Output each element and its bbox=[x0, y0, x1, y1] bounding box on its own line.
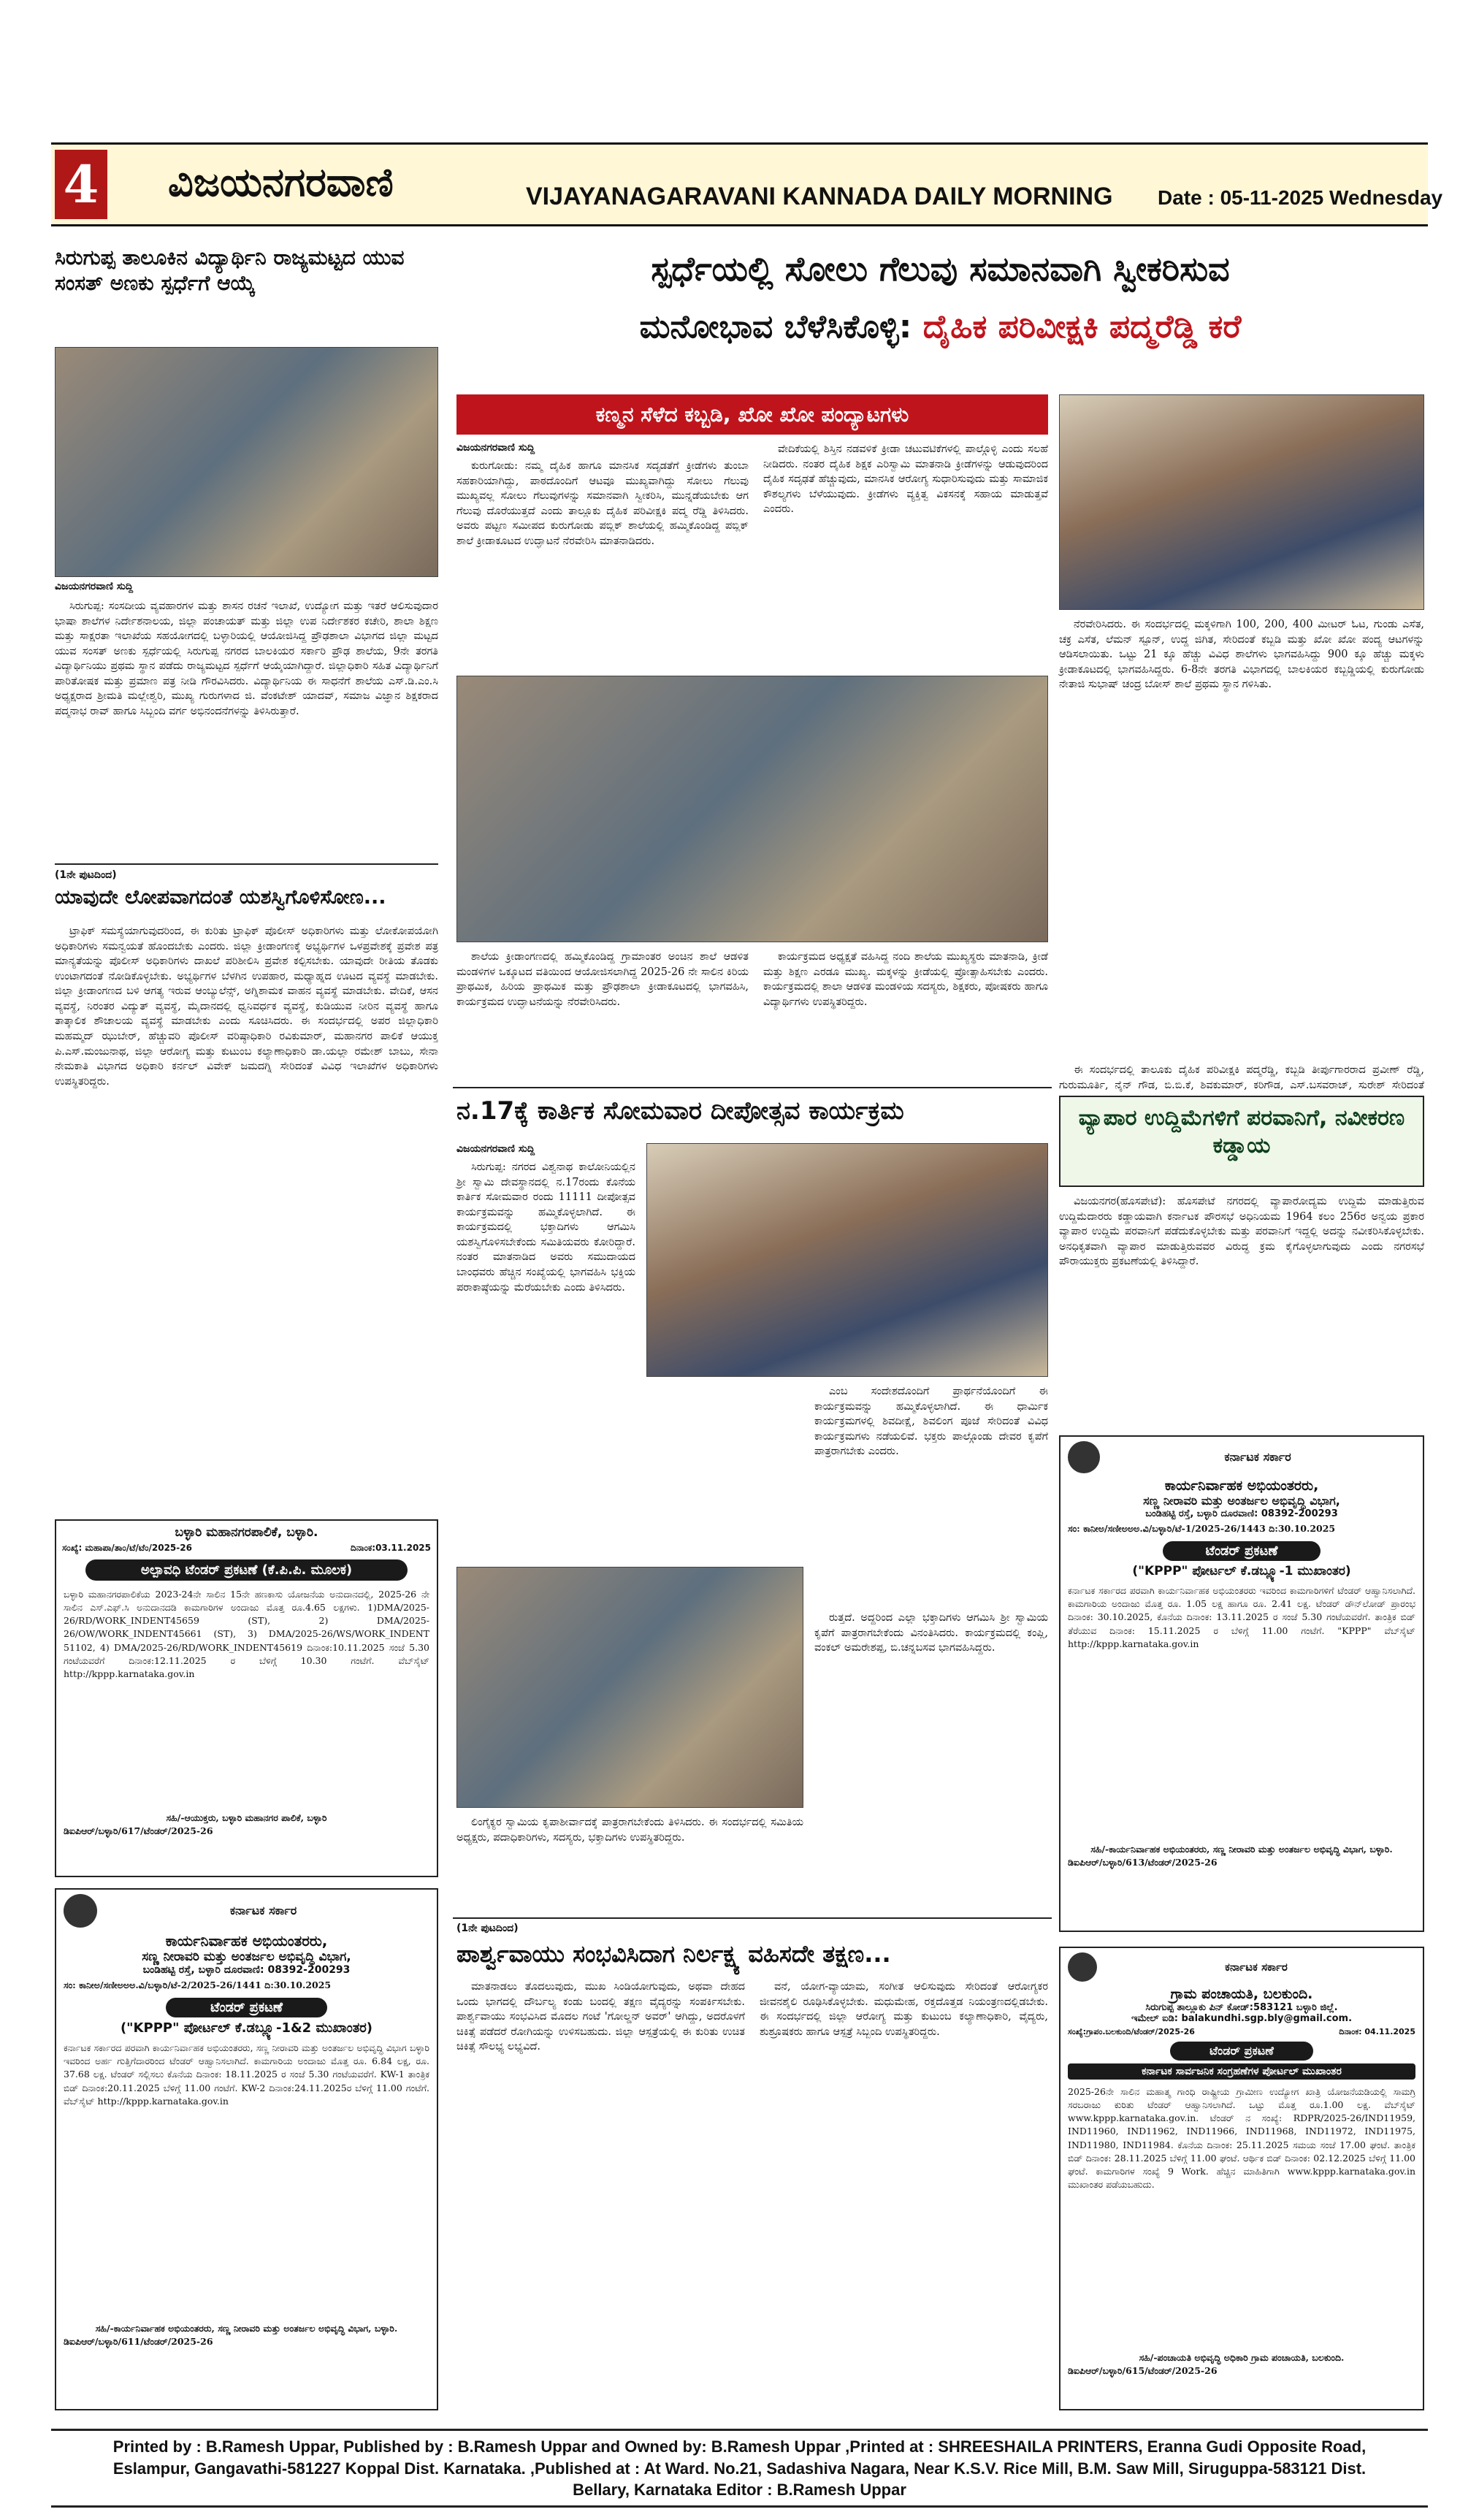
trade-body bbox=[1059, 1194, 1424, 1428]
karthika-credit: ವಿಜಯನಗರವಾಣಿ ಸುದ್ದಿ bbox=[456, 1143, 535, 1155]
notice-bellary-ref: ಸಂಖ್ಯೆ: ಮಹಾಪಾ/ತಾಂ/ಟೆ/ಟೆಂ/2025-26 bbox=[62, 1543, 192, 1553]
notice-gp-dipr: ಡಿಐಪಿಆರ್/ಬಳ್ಳಾರಿ/615/ಟೆಂಡರ್/2025-26 bbox=[1068, 2365, 1218, 2377]
main-col1-text: ಕುರುಗೋಡು: ನಮ್ಮ ದೈಹಿಕ ಹಾಗೂ ಮಾನಸಿಕ ಸದೃಡತೆಗೆ ಕ್ರೀಡೆಗಳು ತುಂಬಾ ಸಹಕಾರಿಯಾಗಿದ್ದು, ಪಾಠದೊಂದಿಗೆ ಆಟವೂ ಮುಖ್ಯವಾಗಿದ್ದು ಸೋಲು ಗೆಲುವು ಮುಖ್ಯವಲ್ಲ ಸೋಲು ಗೆಲುವುಗಳನ್ನು ಸಮಾನವಾಗಿ ಸ್ವೀಕರಿಸಿ, ಮುನ್ನಡೆಯಬೇಕು ಆಗ ಗೆಲುವು ದೊರೆಯುತ್ತದೆ ಎಂದು ತಾಲ್ಲೂಕು ದೈಹಿಕ ಪರಿವೀಕ್ಷಕಿ ಪದ್ಮ ರೆಡ್ಡಿ ತಿಳಿಸಿದರು. ಅವರು ಪಟ್ಟಣ ಸಮೀಪದ ಕುರುಗೋಡು ಪಬ್ಲಿಕ್ ಶಾಲೆಯಲ್ಲಿ ಹಮ್ಮಿಕೊಂಡಿದ್ದ ಪಬ್ಲಿಕ್ ಶಾಲೆ ಕ್ರೀಡಾಕೂಟದ ಉದ್ಘಾಟನೆ ನೆರವೇರಿಸಿ ಮಾತನಾಡಿದರು. bbox=[456, 460, 749, 547]
notice-exec-2-dipr: ಡಿಐಪಿಆರ್/ಬಳ್ಳಾರಿ/613/ಟೆಂಡರ್/2025-26 bbox=[1068, 1857, 1218, 1868]
notice-exec-1-sign: ಸಹಿ/-ಕಾರ್ಯನಿರ್ವಾಹಕ ಅಭಿಯಂತರರು, ಸಣ್ಣ ನೀರಾವರಿ ಮತ್ತು ಅಂತರ್ಜಲ ಅಭಿವೃದ್ಧಿ ವಿಭಾಗ, ಬಳ್ಳಾರಿ. bbox=[95, 2323, 398, 2334]
notice-gp-email: ಇಮೇಲ್ ಐಡಿ: balakundhi.sgp.bly@gmail.com. bbox=[1131, 2013, 1353, 2024]
parshvavayu-col2-text: ವನೆ, ಯೋಗ-ವ್ಯಾಯಾಮ, ಸಂಗೀತ ಆಲಿಸುವುದು ಸೇರಿದಂತೆ ಆರೋಗ್ಯಕರ ಜೀವನಶೈಲಿ ರೂಢಿಸಿಕೊಳ್ಳಬೇಕು. ಮಧುಮೇಹ, ರಕ್ತದೊತ್ತಡ ನಿಯಂತ್ರಣದಲ್ಲಿಡಬೇಕು. ಈ ಸಂದರ್ಭದಲ್ಲಿ ಜಿಲ್ಲಾ ಆರೋಗ್ಯ ಮತ್ತು ಕುಟುಂಬ ಕಲ್ಯಾಣಾಧಿಕಾರಿ, ವೈದ್ಯರು, ಶುಶ್ರೂಷಕರು ಹಾಗೂ ಆಸ್ಪತ್ರೆ ಸಿಬ್ಬಂದಿ ಉಪಸ್ಥಿತರಿದ್ದರು. bbox=[760, 1981, 1048, 2038]
main-col2 bbox=[763, 442, 1048, 672]
main-col-b3 bbox=[1059, 1063, 1424, 1092]
parshvavayu-col1 bbox=[456, 1979, 745, 2418]
notice-gp-ref: ಸಂಖ್ಯೆ:ಗ್ರಾಪಂ.ಬಲಕುಂದಿ/ಟೆಂಡರ್/2025-26 bbox=[1068, 2027, 1195, 2036]
karthika-photo-2 bbox=[456, 1567, 803, 1808]
notice-gp-state: ಕರ್ನಾಟಕ ಸರ್ಕಾರ bbox=[1225, 1960, 1288, 1974]
notice-exec-1-dept: ಸಣ್ಣ ನೀರಾವರಿ ಮತ್ತು ಅಂತರ್ಜಲ ಅಭಿವೃದ್ಧಿ ವಿಭಾಗ, bbox=[142, 1950, 351, 1964]
notice-exec-2-title: ಟೆಂಡರ್ ಪ್ರಕಟಣೆ bbox=[1163, 1541, 1321, 1561]
footer-line3: Bellary, Karnataka Editor : B.Ramesh Uppar bbox=[573, 2481, 906, 2500]
parshvavayu-kicker: (1ನೇ ಪುಟದಿಂದ) bbox=[456, 1923, 519, 1934]
road-story-kicker: (1ನೇ ಪುಟದಿಂದ) bbox=[55, 869, 117, 881]
parshvavayu-headline: ಪಾರ್ಶ್ವವಾಯು ಸಂಭವಿಸಿದಾಗ ನಿರ್ಲಕ್ಷ್ಯ ವಹಿಸದೇ ತಕ್ಷಣ... bbox=[456, 1940, 891, 1968]
notice-gp-date: ದಿನಾಂಕ: 04.11.2025 bbox=[1339, 2027, 1415, 2036]
road-story-headline: ಯಾವುದೇ ಲೋಪವಾಗದಂತೆ ಯಶಸ್ವಿಗೊಳಿಸೋಣ... bbox=[55, 886, 386, 909]
left-story-headline: ಸಿರುಗುಪ್ಪ ತಾಲೂಕಿನ ವಿದ್ಯಾರ್ಥಿನಿ ರಾಜ್ಯಮಟ್ಟದ ಯುವ ಸಂಸತ್ ಅಣಕು ಸ್ಪರ್ಧೆಗೆ ಆಯ್ಕೆ bbox=[55, 245, 405, 295]
main-photo-kabaddi bbox=[456, 676, 1048, 942]
emblem-icon bbox=[1068, 1952, 1097, 1982]
left-story-photo bbox=[55, 347, 438, 577]
footer-rule-bottom bbox=[51, 2505, 1428, 2508]
main-col-b2 bbox=[763, 950, 1048, 1081]
left-story-body bbox=[55, 599, 438, 858]
trade-headline-box bbox=[1059, 1096, 1424, 1187]
parshvavayu-col2 bbox=[760, 1979, 1048, 2418]
main-photo-group bbox=[1059, 394, 1424, 610]
main-headline-line2 bbox=[453, 307, 1428, 347]
notice-exec-2-body: ಕರ್ನಾಟಕ ಸರ್ಕಾರದ ಪರವಾಗಿ ಕಾರ್ಯನಿರ್ವಾಹಕ ಅಭಿಯಂತರರು ಇವರಿಂದ ಕಾಮಗಾರಿಗಳಿಗೆ ಟೆಂಡರ್ ಆಹ್ವಾನಿಸಲಾಗಿದೆ. ಕಾಮಗಾರಿಯ ಅಂದಾಜು ಮೊತ್ತ ರೂ. 1.05 ಲಕ್ಷ ಹಾಗೂ ರೂ. 2.41 ಲಕ್ಷ. ಟೆಂಡರ್ ಡೌನ್‌ಲೋಡ್ ಪ್ರಾರಂಭ ದಿನಾಂಕ: 30.10.2025, ಕೊನೆಯ ದಿನಾಂಕ: 13.11.2025 ರ ಸಂಜೆ 5.30 ಗಂಟೆಯವರೆಗೆ. ತಾಂತ್ರಿಕ ಬಿಡ್ ತೆರೆಯುವ ದಿನಾಂಕ: 15.11.2025 ರ ಬೆಳಿಗ್ಗೆ 11.00 ಗಂಟೆಗೆ. "KPPP" ವೆಬ್‌ಸೈಟ್ http://kppp.karnataka.gov.in bbox=[1068, 1585, 1415, 1649]
karthika-body2 bbox=[814, 1384, 1048, 1603]
notice-exec-2-sign: ಸಹಿ/-ಕಾರ್ಯನಿರ್ವಾಹಕ ಅಭಿಯಂತರರು, ಸಣ್ಣ ನೀರಾವರಿ ಮತ್ತು ಅಂತರ್ಜಲ ಅಭಿವೃದ್ಧಿ ವಿಭಾಗ, ಬಳ್ಳಾರಿ. bbox=[1090, 1844, 1393, 1855]
main-headline-line2-b: ದೈಹಿಕ ಪರಿವೀಕ್ಷಕಿ ಪದ್ಮರೆಡ್ಡಿ ಕರೆ bbox=[922, 308, 1242, 345]
notice-bellary bbox=[55, 1519, 438, 1877]
main-col-b3-text: ಈ ಸಂದರ್ಭದಲ್ಲಿ ತಾಲೂಕು ದೈಹಿಕ ಪರಿವೀಕ್ಷಕಿ ಪದ್ಮರೆಡ್ಡಿ, ಕಬ್ಬಡಿ ತೀರ್ಪುಗಾರರಾದ ಪ್ರವೀಣ್ ರೆಡ್ಡಿ, ಗುರುಮೂರ್ತಿ, ನೈನ್ ಗೌಡ, ಬಿ.ಬಿ.ಕೆ, ಶಿವಕುಮಾರ್, ಕರಿಗೌಡ, ಎಸ್.ಬಸವರಾಜ್, ಸುರೇಶ್ ಸೇರಿದಂತೆ bbox=[1059, 1064, 1424, 1091]
karthika-body2-text: ಎಂಬ ಸಂದೇಶದೊಂದಿಗೆ ಪ್ರಾರ್ಥನೆಯೊಂದಿಗೆ ಈ ಕಾರ್ಯಕ್ರಮವನ್ನು ಹಮ್ಮಿಕೊಳ್ಳಲಾಗಿದೆ. ಈ ಧಾರ್ಮಿಕ ಕಾರ್ಯಕ್ರಮಗಳಲ್ಲಿ ಶಿವದೀಕ್ಷೆ, ಶಿವಲಿಂಗ ಪೂಜೆ ಸೇರಿದಂತೆ ವಿವಿಧ ಕಾರ್ಯಕ್ರಮಗಳು ನಡೆಯಲಿವೆ. ಭಕ್ತರು ಪಾಲ್ಗೊಂಡು ದೇವರ ಕೃಪೆಗೆ ಪಾತ್ರರಾಗಬೇಕು ಎಂದರು. bbox=[814, 1386, 1048, 1458]
notice-exec-1-ref: ಸಂ: ಕಾನೀಅ/ಸಣೀಅಅಅ.ವಿ/ಬಳ್ಳಾರಿ/ಟೆ-2/2025-26/1441 ದಿ:30.10.2025 bbox=[64, 1979, 332, 1990]
notice-bellary-header: ಬಳ್ಳಾರಿ ಮಹಾನಗರಪಾಲಿಕೆ, ಬಳ್ಳಾರಿ. bbox=[175, 1525, 318, 1540]
main-col-b1-text: ಶಾಲೆಯ ಕ್ರೀಡಾಂಗಣದಲ್ಲಿ ಹಮ್ಮಿಕೊಂಡಿದ್ದ ಗ್ರಾಮಾಂತರ ಅಂಚಿನ ಶಾಲೆ ಆಡಳಿತ ಮಂಡಳಿಗಳ ಒಕ್ಕೂಟದ ವತಿಯಿಂದ ಆಯೋಜಿಸಲಾಗಿದ್ದ 2025-26 ನೇ ಸಾಲಿನ ಕಿರಿಯ ಪ್ರಾಥಮಿಕ, ಹಿರಿಯ ಪ್ರಾಥಮಿಕ ಮತ್ತು ಪ್ರೌಢಶಾಲಾ ಕ್ರೀಡಾಕೂಟದಲ್ಲಿ ಭಾಗವಹಿಸಿ, ಕಾರ್ಯಕ್ರಮದ ಉದ್ಘಾಟನೆಯನ್ನು ನೆರವೇರಿಸಿದರು. bbox=[456, 951, 749, 1008]
notice-gp-office: ಗ್ರಾಮ ಪಂಚಾಯತಿ, ಬಲಕುಂದಿ. bbox=[1170, 1986, 1313, 2002]
divider bbox=[55, 863, 438, 865]
page-number: 4 bbox=[55, 150, 107, 219]
notice-exec-1-phone: ಬಂಡಿಹಟ್ಟಿ ರಸ್ತೆ, ಬಳ್ಳಾರಿ ದೂರವಾಣಿ: 08392-200293 bbox=[142, 1964, 351, 1976]
masthead-title-kannada: ವಿಜಯನಗರವಾಣಿ bbox=[168, 159, 394, 205]
main-headline-line1: ಸ್ಪರ್ಧೆಯಲ್ಲಿ ಸೋಲು ಗೆಲುವು ಸಮಾನವಾಗಿ ಸ್ವೀಕರಿಸುವ bbox=[651, 249, 1230, 289]
karthika-body4-text: ರುತ್ತದೆ. ಅದ್ದರಿಂದ ಎಲ್ಲಾ ಭಕ್ತಾದಿಗಳು ಆಗಮಿಸಿ ಶ್ರೀ ಸ್ವಾಮಿಯ ಕೃಪೆಗೆ ಪಾತ್ರರಾಗಬೇಕೆಂದು ವಿನಂತಿಸಿದರು. ಕಾರ್ಯಕ್ರಮದಲ್ಲಿ ಕಂಪ್ಲಿ, ವಂಕಲ್ ಅಮರೇಶಪ್ಪ, ಬಿ.ಚನ್ನಬಸವ ಭಾಗವಹಿಸಿದ್ದರು. bbox=[814, 1612, 1048, 1654]
road-story-body bbox=[55, 924, 438, 1512]
main-headline-line2-a: ಮನೋಭಾವ ಬೆಳೆಸಿಕೊಳ್ಳಿ: bbox=[639, 308, 912, 345]
masthead-title-english: VIJAYANAGARAVANI KANNADA DAILY MORNING bbox=[526, 183, 1113, 210]
notice-exec-2-state: ಕರ್ನಾಟಕ ಸರ್ಕಾರ bbox=[1224, 1450, 1291, 1464]
notice-gp bbox=[1059, 1947, 1424, 2410]
notice-exec-1 bbox=[55, 1888, 438, 2410]
notice-gp-sign: ಸಹಿ/-ಪಂಚಾಯತಿ ಅಭಿವೃದ್ಧಿ ಅಧಿಕಾರಿ ಗ್ರಾಮ ಪಂಚಾಯತಿ, ಬಲಕುಂದಿ. bbox=[1139, 2352, 1345, 2363]
notice-exec-2-phone: ಬಂಡಿಹಟ್ಟಿ ರಸ್ತೆ, ಬಳ್ಳಾರಿ ದೂರವಾಣಿ: 08392-200293 bbox=[1145, 1508, 1338, 1519]
left-story-body-text: ಸಿರುಗುಪ್ಪ: ಸಂಸದೀಯ ವ್ಯವಹಾರಗಳ ಮತ್ತು ಶಾಸನ ರಚನೆ ಇಲಾಖೆ, ಉದ್ಯೋಗ ಮತ್ತು ಇತರೆ ಆಲಿಸುವುದಾರ ಭಾಷಾ ಶಾಲೆಗಳ ನಿರ್ದೇಶನಾಲಯ, ಜಿಲ್ಲಾ ಪಂಚಾಯತ್ ಮತ್ತು ಜಿಲ್ಲಾ ಉಪ ನಿರ್ದೇಶಕರ ಕಚೇರಿ, ಶಾಲಾ ಶಿಕ್ಷಣ ಮತ್ತು ಸಾಕ್ಷರತಾ ಇಲಾಖೆಯ ಸಹಯೋಗದಲ್ಲಿ ಬಳ್ಳಾರಿಯಲ್ಲಿ ಆಯೋಜಿಸಿದ್ದ ಪ್ರೌಢಶಾಲಾ ವಿಭಾಗದ ಜಿಲ್ಲಾ ಮಟ್ಟದ ಯುವ ಸಂಸತ್ ಅಣಕು ಸ್ಪರ್ಧೆಯಲ್ಲಿ ಸಿರುಗುಪ್ಪ ನಗರದ ಬಾಲಕಿಯರ ಸರ್ಕಾರಿ ಪ್ರೌಢ ಶಾಲೆಯ, 9ನೇ ತರಗತಿ ವಿದ್ಯಾರ್ಥಿನಿಯು ಪ್ರಥಮ ಸ್ಥಾನ ಪಡೆದು ರಾಜ್ಯಮಟ್ಟದ ಸ್ಪರ್ಧೆಗೆ ಆಯ್ಕೆಯಾಗಿದ್ದಾರೆ. ಜಿಲ್ಲಾಧಿಕಾರಿ ಸಹಿತ ವಿದ್ಯಾರ್ಥಿನಿಗೆ ಪಾರಿತೋಷಕ ಮತ್ತು ಪ್ರಮಾಣ ಪತ್ರ ನೀಡಿ ಗೌರವಿಸಿದರು. ವಿದ್ಯಾರ್ಥಿನಿಯ ಈ ಸಾಧನೆಗೆ ಶಾಲೆಯ ಎಸ್.ಡಿ.ಎಂ.ಸಿ ಅಧ್ಯಕ್ಷರಾದ ಶ್ರೀಮತಿ ಮಲ್ಲೇಶ್ವರಿ, ಮುಖ್ಯ ಗುರುಗಳಾದ ಜಿ. ವೆಂಕಟೇಶ್ ಯಾದವ್, ಸಮಾಜ ವಿಜ್ಞಾನ ಶಿಕ್ಷಕರಾದ ಪದ್ಮನಾಭ ರಾವ್ ಹಾಗೂ ಸಿಬ್ಬಂದಿ ವರ್ಗ ಅಭಿನಂದನೆಗಳನ್ನು ತಿಳಿಸಿರುತ್ತಾರೆ. bbox=[55, 600, 438, 718]
parshvavayu-col1-text: ಮಾತನಾಡಲು ತೊದಲುವುದು, ಮುಖ ಸಿಂಡಿಯೋಗುವುದು, ಅಥವಾ ದೇಹದ ಒಂದು ಭಾಗದಲ್ಲಿ ದೌರ್ಬಲ್ಯ ಕಂಡು ಬಂದಲ್ಲಿ ತಕ್ಷಣ ವೈದ್ಯರನ್ನು ಸಂಪರ್ಕಿಸಬೇಕು. ಪಾರ್ಶ್ವವಾಯು ಸಂಭವಿಸಿದ ಮೊದಲ ಗಂಟೆ 'ಗೋಲ್ಡನ್ ಅವರ್' ಆಗಿದ್ದು, ಅದರೊಳಗೆ ಚಿಕಿತ್ಸೆ ಪಡೆದರೆ ರೋಗಿಯನ್ನು ಉಳಿಸಬಹುದು. ಜಿಲ್ಲಾ ಆಸ್ಪತ್ರೆಯಲ್ಲಿ ಈ ಕುರಿತು ಉಚಿತ ಚಿಕಿತ್ಸೆ ಸೌಲಭ್ಯ ಲಭ್ಯವಿದೆ. bbox=[456, 1981, 745, 2053]
notice-exec-1-dipr: ಡಿಐಪಿಆರ್/ಬಳ್ಳಾರಿ/611/ಟೆಂಡರ್/2025-26 bbox=[64, 2336, 213, 2348]
emblem-icon bbox=[1068, 1441, 1100, 1473]
main-credit: ವಿಜಯನಗರವಾಣಿ ಸುದ್ದಿ bbox=[456, 442, 535, 454]
karthika-body4 bbox=[814, 1611, 1048, 1910]
divider bbox=[453, 1087, 1052, 1088]
notice-exec-1-body: ಕರ್ನಾಟಕ ಸರ್ಕಾರದ ಪರವಾಗಿ ಕಾರ್ಯನಿರ್ವಾಹಕ ಅಭಿಯಂತರರು, ಸಣ್ಣ ನೀರಾವರಿ ಮತ್ತು ಅಂತರ್ಜಲ ಅಭಿವೃದ್ಧಿ ವಿಭಾಗ ಬಳ್ಳಾರಿ ಇವರಿಂದ ಅರ್ಹ ಗುತ್ತಿಗೆದಾರರಿಂದ ಟೆಂಡರ್ ಆಹ್ವಾನಿಸಲಾಗಿದೆ. ಕಾಮಗಾರಿಯ ಅಂದಾಜು ಮೊತ್ತ ರೂ. 6.84 ಲಕ್ಷ, ರೂ. 37.68 ಲಕ್ಷ. ಟೆಂಡರ್ ಸಲ್ಲಿಸಲು ಕೊನೆಯ ದಿನಾಂಕ: 18.11.2025 ರ ಸಂಜೆ 5.30 ಗಂಟೆಯವರೆಗೆ. KW-1 ತಾಂತ್ರಿಕ ಬಿಡ್ ದಿನಾಂಕ:20.11.2025 ಬೆಳಿಗ್ಗೆ 11.00 ಗಂಟೆಗೆ. KW-2 ದಿನಾಂಕ:24.11.2025ರ ಬೆಳಿಗ್ಗೆ 11.00 ಗಂಟೆಗೆ. ವೆಬ್‌ಸೈಟ್ http://kppp.karnataka.gov.in bbox=[64, 2042, 429, 2107]
emblem-icon bbox=[64, 1894, 97, 1928]
karthika-headline: ನ.17ಕ್ಕೆ ಕಾರ್ತಿಕ ಸೋಮವಾರ ದೀಪೋತ್ಸವ ಕಾರ್ಯಕ್ರಮ bbox=[456, 1096, 904, 1126]
main-col3-text: ನೆರವೇರಿಸಿದರು. ಈ ಸಂದರ್ಭದಲ್ಲಿ ಮಕ್ಕಳಿಗಾಗಿ 100, 200, 400 ಮೀಟರ್ ಓಟ, ಗುಂಡು ಎಸೆತ, ಚಕ್ರ ಎಸೆತ, ಲೆಮನ್ ಸ್ಪೂನ್, ಉದ್ದ ಜಿಗಿತ, ಸೇರಿದಂತೆ ಕಬ್ಬಡಿ ಮತ್ತು ಖೋ ಖೋ ಪಂದ್ಯ ಆಟಗಳನ್ನು ಆಡಿಸಲಾಯಿತು. ಒಟ್ಟು 21 ಕ್ಕೂ ಹೆಚ್ಚು ವಿವಿಧ ಶಾಲೆಗಳು ಭಾಗವಹಿಸಿದ್ದು 900 ಕ್ಕೂ ಹೆಚ್ಚು ಮಕ್ಕಳು ಕ್ರೀಡಾಕೂಟದಲ್ಲಿ ಭಾಗವಹಿಸಿದ್ದರು. 6-8ನೇ ತರಗತಿ ವಿಭಾಗದಲ್ಲಿ ಬಾಲಕಿಯರ ಕಬ್ಬಡ್ಡಿಯಲ್ಲಿ ಕುರುಗೋಡು ನೇತಾಜಿ ಸುಭಾಷ್ ಚಂದ್ರ ಬೋಸ್ ಶಾಲೆ ಪ್ರಥಮ ಸ್ಥಾನ ಗಳಿಸಿತು. bbox=[1059, 619, 1424, 691]
notice-bellary-sign: ಸಹಿ/-ಆಯುಕ್ತರು, ಬಳ್ಳಾರಿ ಮಹಾನಗರ ಪಾಲಿಕೆ, ಬಳ್ಳಾರಿ bbox=[166, 1812, 327, 1823]
trade-body-text: ವಿಜಯನಗರ(ಹೊಸಪೇಟೆ): ಹೊಸಪೇಟೆ ನಗರದಲ್ಲಿ ವ್ಯಾಪಾರೋದ್ಯಮ ಉದ್ದಿಮೆ ಮಾಡುತ್ತಿರುವ ಉದ್ದಿಮೆದಾರರು ಕಡ್ಡಾಯವಾಗಿ ಕರ್ನಾಟಕ ಪೌರಸಭೆ ಅಧಿನಿಯಮ 1964 ಕಲಂ 256ರ ಅನ್ವಯ ಪ್ರಕಾರ ವ್ಯಾಪಾರ ಉದ್ದಿಮೆ ಪರವಾನಿಗೆ ಪಡೆದುಕೊಳ್ಳಬೇಕು ಮತ್ತು ಪರವಾನಿಗೆ ಇದ್ದಲ್ಲಿ ಅದನ್ನು ನವೀಕರಿಸಿಕೊಳ್ಳಬೇಕು. ಅನಧಿಕೃತವಾಗಿ ವ್ಯಾಪಾರ ಮಾಡುತ್ತಿರುವವರ ವಿರುದ್ಧ ಕ್ರಮ ಕೈಗೊಳ್ಳಲಾಗುವುದು ಎಂದು ನಗರಸಭೆ ಪೌರಾಯುಕ್ತರು ಪ್ರಕಟಣೆಯಲ್ಲಿ ತಿಳಿಸಿದ್ದಾರೆ. bbox=[1059, 1196, 1424, 1268]
notice-exec-1-title: ಟೆಂಡರ್ ಪ್ರಕಟಣೆ bbox=[166, 1998, 327, 2017]
notice-exec-1-subtitle: ("KPPP" ಪೋರ್ಟಲ್ ಕೆ.ಡಬ್ಲ್ಯೂ-1&2 ಮುಖಾಂತರ) bbox=[120, 2020, 373, 2036]
footer-line2: Eslampur, Gangavathi-581227 Koppal Dist. Karnataka. ,Published at : At Ward. No.21, Sadashiva Nagara, Near K.S.V. Rice Mill, B.M. Saw Mill, Siruguppa-583121 Dist. bbox=[112, 2459, 1367, 2478]
notice-exec-2 bbox=[1059, 1435, 1424, 1932]
notice-exec-2-subtitle: ("KPPP" ಪೋರ್ಟಲ್ ಕೆ.ಡಬ್ಲ್ಯೂ-1 ಮುಖಾಂತರ) bbox=[1132, 1564, 1351, 1579]
notice-gp-body: 2025-26ನೇ ಸಾಲಿನ ಮಹಾತ್ಮ ಗಾಂಧಿ ರಾಷ್ಟ್ರೀಯ ಗ್ರಾಮೀಣ ಉದ್ಯೋಗ ಖಾತ್ರಿ ಯೋಜನೆಯಡಿಯಲ್ಲಿ ಸಾಮಗ್ರಿ ಸರಬರಾಜು ಕುರಿತು ಟೆಂಡರ್ ಆಹ್ವಾನಿಸಲಾಗಿದೆ. ಒಟ್ಟು ಮೊತ್ತ ರೂ.1.00 ಲಕ್ಷ. ವೆಬ್‌ಸೈಟ್ www.kppp.karnataka.gov.in. ಟೆಂಡರ್ ನ ಸಂಖ್ಯೆ: RDPR/2025-26/IND11959, IND11960, IND11962, IND11966, IND11968, IND11972, IND11975, IND11980, IND11984. ಕೊನೆಯ ದಿನಾಂಕ: 25.11.2025 ಸಮಯ ಸಂಜೆ 17.00 ಘಂಟೆ. ತಾಂತ್ರಿಕ ಬಿಡ್ ದಿನಾಂಕ: 28.11.2025 ಬೆಳಿಗ್ಗೆ 11.00 ಘಂಟೆ. ಆರ್ಥಿಕ ಬಿಡ್ ದಿನಾಂಕ: 02.12.2025 ಬೆಳಿಗ್ಗೆ 11.00 ಘಂಟೆ. ಕಾಮಗಾರಿಗಳ ಸಂಖ್ಯೆ 9 Work. ಹೆಚ್ಚಿನ ಮಾಹಿತಿಗಾಗಿ www.kppp.karnataka.gov.in ಮುಖಾಂತರ ಪಡೆಯಬಹುದು. bbox=[1068, 2086, 1415, 2190]
left-story-credit: ವಿಜಯನಗರವಾಣಿ ಸುದ್ದಿ bbox=[55, 581, 134, 592]
main-col3 bbox=[1059, 617, 1424, 1055]
notice-exec-2-office: ಕಾರ್ಯನಿರ್ವಾಹಕ ಅಭಿಯಂತರರು, bbox=[1164, 1478, 1319, 1494]
karthika-body3 bbox=[456, 1815, 803, 1910]
notice-gp-title: ಟೆಂಡರ್ ಪ್ರಕಟಣೆ bbox=[1170, 2042, 1313, 2061]
notice-bellary-title: ಅಲ್ಪಾವಧಿ ಟೆಂಡರ್ ಪ್ರಕಟಣೆ (ಕೆ.ಪಿ.ಪಿ. ಮೂಲಕ) bbox=[85, 1559, 408, 1581]
divider bbox=[453, 1917, 1052, 1919]
main-col-b1 bbox=[456, 950, 749, 1081]
notice-bellary-body: ಬಳ್ಳಾರಿ ಮಹಾನಗರಪಾಲಿಕೆಯ 2023-24ನೇ ಸಾಲಿನ 15ನೇ ಹಣಕಾಸು ಯೋಜನೆಯ ಅನುದಾನದಲ್ಲಿ, 2025-26 ನೇ ಸಾಲಿನ ಎಸ್.ಎಫ್.ಸಿ ಅನುದಾನದಡಿ ಕಾಮಗಾರಿಗಳ ಅಂದಾಜು ಮೊತ್ತ ರೂ.4.65 ಲಕ್ಷಗಳು. 1)DMA/2025-26/RD/WORK_INDENT45659 (ST), 2) DMA/2025-26/OW/WORK_INDENT45661 (ST), 3) DMA/2025-26/WS/WORK_INDENT 51102, 4) DMA/2025-26/RD/WORK_INDENT45619 ದಿನಾಂಕ:10.11.2025 ಸಂಜೆ 5.30 ಗಂಟೆಯವರೆಗೆ ದಿನಾಂಕ:12.11.2025 ರ ಬೆಳಿಗ್ಗೆ 10.30 ಗಂಟೆಗೆ. ವೆಬ್‌ಸೈಟ್ http://kppp.karnataka.gov.in bbox=[64, 1589, 429, 1679]
karthika-body-text: ಸಿರುಗುಪ್ಪ: ನಗರದ ವಿಶ್ವನಾಥ ಕಾಲೋನಿಯಲ್ಲಿನ ಶ್ರೀ ಸ್ವಾಮಿ ದೇವಸ್ಥಾನದಲ್ಲಿ ನ.17ರಂದು ಕೊನೆಯ ಕಾರ್ತಿಕ ಸೋಮವಾರ ರಂದು 11111 ದೀಪೋತ್ಸವ ಕಾರ್ಯಕ್ರಮವನ್ನು ಹಮ್ಮಿಕೊಳ್ಳಲಾಗಿದೆ. ಈ ಕಾರ್ಯಕ್ರಮದಲ್ಲಿ ಭಕ್ತಾದಿಗಳು ಆಗಮಿಸಿ ಯಶಸ್ವಿಗೊಳಿಸಬೇಕೆಂದು ಸಮಿತಿಯವರು ಕೋರಿದ್ದಾರೆ. ನಂತರ ಮಾತನಾಡಿದ ಅವರು ಸಮುದಾಯದ ಬಾಂಧವರು ಹೆಚ್ಚಿನ ಸಂಖ್ಯೆಯಲ್ಲಿ ಭಾಗವಹಿಸಿ ಭಕ್ತಿಯ ಪರಾಕಾಷ್ಠೆಯನ್ನು ಮೆರೆಯಬೇಕು ಎಂದು ತಿಳಿಸಿದರು. bbox=[456, 1161, 635, 1294]
karthika-body3-text: ಲಿಂಗೈಕ್ಯರ ಸ್ವಾಮಿಯ ಕೃಪಾಶೀರ್ವಾದಕ್ಕೆ ಪಾತ್ರರಾಗಬೇಕೆಂದು ತಿಳಿಸಿದರು. ಈ ಸಂದರ್ಭದಲ್ಲಿ ಸಮಿತಿಯ ಅಧ್ಯಕ್ಷರು, ಪದಾಧಿಕಾರಿಗಳು, ಸದಸ್ಯರು, ಭಕ್ತಾದಿಗಳು ಉಪಸ್ಥಿತರಿದ್ದರು. bbox=[456, 1817, 803, 1844]
notice-exec-2-ref: ಸಂ: ಕಾನೀಅ/ಸಣೀಅಅಅ.ವಿ/ಬಳ್ಳಾರಿ/ಟೆ-1/2025-26/1443 ದಿ:30.10.2025 bbox=[1068, 1523, 1336, 1534]
notice-bellary-dipr: ಡಿಐಪಿಆರ್/ಬಳ್ಳಾರಿ/617/ಟೆಂಡರ್/2025-26 bbox=[64, 1825, 213, 1837]
karthika-photo-1 bbox=[646, 1143, 1048, 1377]
notice-exec-1-office: ಕಾರ್ಯನಿರ್ವಾಹಕ ಅಭಿಯಂತರರು, bbox=[165, 1932, 328, 1950]
notice-gp-subtitle: ಕರ್ನಾಟಕ ಸಾರ್ವಜನಿಕ ಸಂಗ್ರಹಣೆಗಳ ಪೋರ್ಟಲ್ ಮುಖಾಂತರ bbox=[1068, 2063, 1415, 2080]
masthead-date: Date : 05-11-2025 Wednesday bbox=[1158, 186, 1443, 209]
road-story-body-text: ಟ್ರಾಫಿಕ್ ಸಮಸ್ಯೆಯಾಗುವುದರಿಂದ, ಈ ಕುರಿತು ಟ್ರಾಫಿಕ್ ಪೊಲೀಸ್ ಅಧಿಕಾರಿಗಳು ಮತ್ತು ಲೋಕೋಪಯೋಗಿ ಅಧಿಕಾರಿಗಳು ಸಮನ್ವಯತೆ ಹೊಂದಬೇಕು ಎಂದರು. ಜಿಲ್ಲಾ ಕ್ರೀಡಾಂಗಣಕ್ಕೆ ಅಭ್ಯರ್ಥಿಗಳ ಒಳಪ್ರವೇಶಕ್ಕೆ ಪ್ರವೇಶ ಪತ್ರ ಮಾನ್ಯತೆಯನ್ನು ಪೊಲೀಸ್ ಅಧಿಕಾರಿಗಳು ದಾಖಲೆ ಪರಿಶೀಲಿಸಿ ಪ್ರವೇಶ ಕಲ್ಪಿಸಬೇಕು. ಯಾವುದೇ ರೀತಿಯ ತೊಡಕು ಉಂಟಾಗದಂತೆ ನೋಡಿಕೊಳ್ಳಬೇಕು. ಅಭ್ಯರ್ಥಿಗಳ ಬೆಳಗಿನ ಉಪಹಾರ, ಮಧ್ಯಾಹ್ನದ ಊಟದ ವ್ಯವಸ್ಥೆ ಮಾಡಬೇಕು. ಜಿಲ್ಲಾ ಕ್ರೀಡಾಂಗಣದ ಬಳಿ ಆಗತ್ಯ ಇರುವ ಆಂಬ್ಯುಲೆನ್ಸ್, ಅಗ್ನಿಶಾಮಕ ವಾಹನ ವ್ಯವಸ್ಥೆ ಮಾಡಬೇಕು. ವೇದಿಕೆ, ಆಸನ ವ್ಯವಸ್ಥೆ, ನಿರಂತರ ವಿದ್ಯುತ್ ವ್ಯವಸ್ಥೆ, ಮೈದಾನದಲ್ಲಿ ಧ್ವನಿವರ್ಧಕ ವ್ಯವಸ್ಥೆ, ಕುಡಿಯುವ ನೀರಿನ ವ್ಯವಸ್ಥೆ ಹಾಗೂ ತಾತ್ಕಾಲಿಕ ಶೌಚಾಲಯ ವ್ಯವಸ್ಥೆ ಮಾಡಬೇಕು ಎಂದು ಸೂಚಿಸಿದರು. ಈ ಸಂದರ್ಭದಲ್ಲಿ ಅಪರ ಜಿಲ್ಲಾಧಿಕಾರಿ ಮಹಮ್ಮದ್ ಝುಬೇರ್, ಹೆಚ್ಚುವರಿ ಪೊಲೀಸ್ ವರಿಷ್ಠಾಧಿಕಾರಿ ರವಿಕುಮಾರ್, ಮಹಾನಗರ ಪಾಲಿಕೆ ಆಯುಕ್ತ ಪಿ.ಎಸ್.ಮಂಜುನಾಥ, ಜಿಲ್ಲಾ ಆರೋಗ್ಯ ಮತ್ತು ಕುಟುಂಬ ಕಲ್ಯಾಣಾಧಿಕಾರಿ ಡಾ.ಯಲ್ಲಾ ರಮೇಶ್ ಬಾಬು, ಸೇನಾ ನೇಮಕಾತಿ ವಿಭಾಗದ ಅಧಿಕಾರಿ ಕರ್ನಲ್ ವಿವೇಕ್ ಜಮದಗ್ನಿ ಸೇರಿದಂತೆ ವಿವಿಧ ಇಲಾಖೆಗಳ ಅಧಿಕಾರಿಗಳು ಉಪಸ್ಥಿತರಿದ್ದರು. bbox=[55, 925, 438, 1088]
notice-bellary-date: ದಿನಾಂಕ:03.11.2025 bbox=[350, 1543, 431, 1553]
notice-exec-2-dept: ಸಣ್ಣ ನೀರಾವರಿ ಮತ್ತು ಅಂತರ್ಜಲ ಅಭಿವೃದ್ಧಿ ವಿಭಾಗ, bbox=[1143, 1494, 1340, 1508]
notice-exec-1-state: ಕರ್ನಾಟಕ ಸರ್ಕಾರ bbox=[229, 1904, 297, 1917]
trade-headline: ವ್ಯಾಪಾರ ಉದ್ದಿಮೆಗಳಿಗೆ ಪರವಾನಿಗೆ, ನವೀಕರಣ ಕಡ್ಡಾಯ bbox=[1078, 1105, 1405, 1158]
footer bbox=[51, 2436, 1428, 2501]
footer-line1: Printed by : B.Ramesh Uppar, Published by : B.Ramesh Uppar and Owned by: B.Ramesh Uppar ,Printed at : SHREESHAILA PRINTERS, Eranna Gudi Opposite Road, bbox=[112, 2437, 1367, 2456]
main-col2-text: ವೇದಿಕೆಯಲ್ಲಿ ಶಿಸ್ತಿನ ನಡವಳಿಕೆ ಕ್ರೀಡಾ ಚಟುವಟಿಕೆಗಳಲ್ಲಿ ಪಾಲ್ಗೊಳ್ಳಿ ಎಂದು ಸಲಹೆ ನೀಡಿದರು. ನಂತರ ದೈಹಿಕ ಶಿಕ್ಷಕ ಎರಿಸ್ವಾಮಿ ಮಾತನಾಡಿ ಕ್ರೀಡೆಗಳನ್ನು ಆಡುವುದರಿಂದ ದೈಹಿಕ ಸದೃಢತೆ ಹೆಚ್ಚುವುದು, ಮಾನಸಿಕ ಆರೋಗ್ಯ ಸುಧಾರಿಸುವುದು ಮತ್ತು ಸಾಮಾಜಿಕ ಕೌಶಲ್ಯಗಳು ಬೆಳೆಯುವುದು. ಕ್ರೀಡೆಗಳು ವ್ಯಕ್ತಿತ್ವ ವಿಕಸನಕ್ಕೆ ಸಹಾಯ ಮಾಡುತ್ತವೆ ಎಂದರು. bbox=[763, 443, 1048, 516]
main-col1 bbox=[456, 459, 749, 671]
karthika-body bbox=[456, 1160, 635, 1554]
footer-rule bbox=[51, 2429, 1428, 2431]
notice-gp-address: ಸಿರುಗುಪ್ಪ ತಾಲ್ಲೂಕು ಪಿನ್ ಕೋಡ್:583121 ಬಳ್ಳಾರಿ ಜಿಲ್ಲೆ. bbox=[1145, 2002, 1338, 2013]
main-col-b2-text: ಕಾರ್ಯಕ್ರಮದ ಅಧ್ಯಕ್ಷತೆ ವಹಿಸಿದ್ದ ನಂದಿ ಶಾಲೆಯ ಮುಖ್ಯಸ್ಥರು ಮಾತನಾಡಿ, ಕ್ರೀಡೆ ಮತ್ತು ಶಿಕ್ಷಣ ಎರಡೂ ಮುಖ್ಯ. ಮಕ್ಕಳನ್ನು ಕ್ರೀಡೆಯಲ್ಲಿ ಪ್ರೋತ್ಸಾಹಿಸಬೇಕು ಎಂದರು. ಕಾರ್ಯಕ್ರಮದಲ್ಲಿ ಶಾಲಾ ಆಡಳಿತ ಮಂಡಳಿಯ ಸದಸ್ಯರು, ಶಿಕ್ಷಕರು, ಪೋಷಕರು ಹಾಗೂ ವಿದ್ಯಾರ್ಥಿಗಳು ಉಪಸ್ಥಿತರಿದ್ದರು. bbox=[763, 951, 1048, 1008]
main-subhead: ಕಣ್ಮನ ಸೆಳೆದ ಕಬ್ಬಡಿ, ಖೋ ಖೋ ಪಂದ್ಯಾಟಗಳು bbox=[456, 394, 1048, 435]
